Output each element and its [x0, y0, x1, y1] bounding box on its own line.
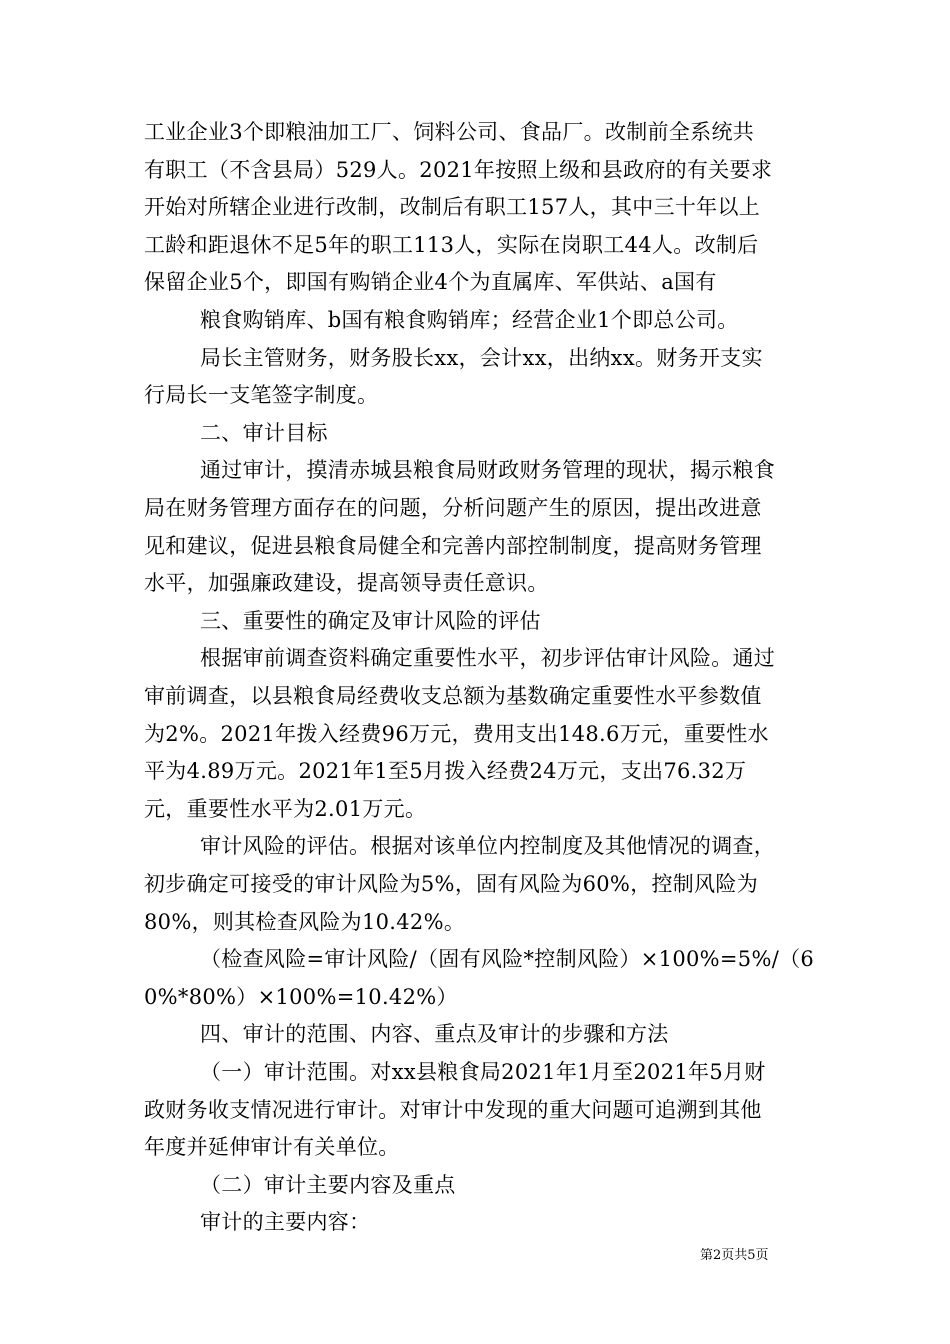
paragraph-line: 审计的主要内容： — [200, 1210, 371, 1235]
paragraph-line: 80%，则其检查风险为10.42%。 — [144, 909, 466, 934]
formula-line: （检查风险=审计风险/（固有风险*控制风险）×100%=5%/（6 — [200, 947, 815, 972]
paragraph-line: 根据审前调查资料确定重要性水平，初步评估审计风险。通过 — [200, 646, 776, 671]
paragraph-line: 见和建议，促进县粮食局健全和完善内部控制制度，提高财务管理 — [144, 533, 762, 558]
formula-line: 0%*80%）×100%=10.42%） — [144, 984, 458, 1009]
paragraph-line: 工龄和距退休不足5年的职工113人，实际在岗职工44人。改制后 — [144, 232, 759, 257]
paragraph-line: 工业企业3个即粮油加工厂、饲料公司、食品厂。改制前全系统共 — [144, 120, 755, 144]
paragraph-line: 为2%。2021年拨入经费96万元，费用支出148.6万元，重要性水 — [144, 721, 769, 746]
paragraph-line: 开始对所辖企业进行改制，改制后有职工157人，其中三十年以上 — [144, 195, 761, 220]
paragraph-line: 水平，加强廉政建设，提高领导责任意识。 — [144, 571, 549, 596]
paragraph-line: 年度并延伸审计有关单位。 — [144, 1135, 400, 1160]
paragraph-line: 粮食购销库、b国有粮食购销库；经营企业1个即总公司。 — [200, 308, 739, 332]
paragraph-line: 元，重要性水平为2.01万元。 — [144, 796, 427, 821]
section-heading: 二、审计目标 — [200, 420, 328, 445]
page-indicator: 第2页共5页 — [700, 1248, 769, 1263]
paragraph-line: 通过审计，摸清赤城县粮食局财政财务管理的现状，揭示粮食 — [200, 458, 776, 483]
paragraph-line: 初步确定可接受的审计风险为5%，固有风险为60%，控制风险为 — [144, 872, 758, 896]
section-heading: 四、审计的范围、内容、重点及审计的步骤和方法 — [200, 1022, 669, 1047]
paragraph-line: （一）审计范围。对xx县粮食局2021年1月至2021年5月财 — [200, 1060, 766, 1084]
paragraph-line: 局在财务管理方面存在的问题，分析问题产生的原因，提出改进意 — [144, 496, 762, 520]
paragraph-line: 平为4.89万元。2021年1至5月拨入经费24万元，支出76.32万 — [144, 759, 747, 784]
paragraph-line: 行局长一支笔签字制度。 — [144, 383, 379, 408]
paragraph-line: 保留企业5个，即国有购销企业4个为直属库、军供站、a国有 — [144, 270, 717, 295]
paragraph-line: 审计风险的评估。根据对该单位内控制度及其他情况的调查， — [200, 834, 776, 859]
paragraph-line: 审前调查，以县粮食局经费收支总额为基数确定重要性水平参数值 — [144, 684, 762, 708]
section-heading: 三、重要性的确定及审计风险的评估 — [200, 608, 541, 633]
paragraph-line: 有职工（不含县局）529人。2021年按照上级和县政府的有关要求 — [144, 157, 773, 182]
paragraph-line: 局长主管财务，财务股长xx，会计xx，出纳xx。财务开支实 — [200, 345, 763, 370]
section-heading: （二）审计主要内容及重点 — [200, 1172, 456, 1197]
paragraph-line: 政财务收支情况进行审计。对审计中发现的重大问题可追溯到其他 — [144, 1097, 762, 1122]
